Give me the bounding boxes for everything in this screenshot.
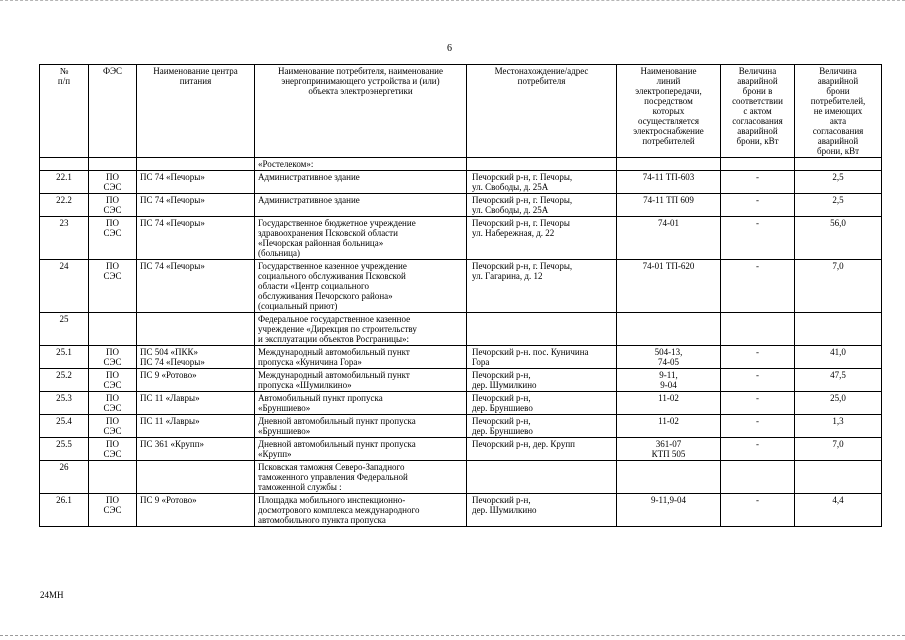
table-row bbox=[40, 194, 882, 217]
cell-reserve-with-act: - bbox=[721, 494, 795, 527]
cell-reserve-with-act: - bbox=[721, 415, 795, 438]
cell-num: 25.4 bbox=[40, 415, 89, 438]
cell-num: 26.1 bbox=[40, 494, 89, 527]
cell-power-lines bbox=[617, 158, 721, 171]
cell-reserve-with-act: - bbox=[721, 392, 795, 415]
cell-address: Печорский р-н, г. Печоры ул. Набережная, д. 22 bbox=[467, 217, 617, 260]
cell-power-center: ПС 9 «Ротово» bbox=[137, 369, 255, 392]
cell-power-center: ПС 361 «Крупп» bbox=[137, 438, 255, 461]
cell-num: 25.1 bbox=[40, 346, 89, 369]
cell-fes bbox=[89, 158, 137, 171]
cell-power-center: ПС 74 «Печоры» bbox=[137, 217, 255, 260]
cell-fes bbox=[89, 461, 137, 494]
header-fes: ФЭС bbox=[89, 65, 137, 158]
table-header-row bbox=[40, 65, 882, 158]
cell-power-lines bbox=[617, 461, 721, 494]
cell-num: 26 bbox=[40, 461, 89, 494]
cell-fes: ПО СЭС bbox=[89, 494, 137, 527]
header-num: № п/п bbox=[40, 65, 89, 158]
table-row bbox=[40, 392, 882, 415]
cell-consumer-name: Автомобильный пункт пропуска «Бруншиево» bbox=[255, 392, 467, 415]
cell-power-center: ПС 11 «Лавры» bbox=[137, 392, 255, 415]
cell-num: 25.5 bbox=[40, 438, 89, 461]
cell-reserve-without-act: 41,0 bbox=[795, 346, 882, 369]
scan-edge-bottom bbox=[0, 635, 905, 638]
cell-power-lines: 361-07 КТП 505 bbox=[617, 438, 721, 461]
cell-power-center: ПС 11 «Лавры» bbox=[137, 415, 255, 438]
cell-address: Печорский р-н, дер. Крупп bbox=[467, 438, 617, 461]
table-row bbox=[40, 346, 882, 369]
cell-consumer-name: Международный автомобильный пункт пропуска «Шумилкино» bbox=[255, 369, 467, 392]
cell-power-lines: 11-02 bbox=[617, 415, 721, 438]
table-row bbox=[40, 158, 882, 171]
cell-power-center: ПС 74 «Печоры» bbox=[137, 171, 255, 194]
cell-reserve-with-act: - bbox=[721, 438, 795, 461]
header-consumer-name: Наименование потребителя, наименование энергопринимающего устройства и (или) объекта электроэнергетики bbox=[255, 65, 467, 158]
footer-code: 24МН bbox=[40, 590, 64, 600]
cell-power-lines bbox=[617, 313, 721, 346]
cell-power-center: ПС 504 «ПКК» ПС 74 «Печоры» bbox=[137, 346, 255, 369]
cell-num: 24 bbox=[40, 260, 89, 313]
cell-num: 22.1 bbox=[40, 171, 89, 194]
cell-fes: ПО СЭС bbox=[89, 346, 137, 369]
cell-reserve-without-act: 56,0 bbox=[795, 217, 882, 260]
cell-power-lines: 74-11 ТП 609 bbox=[617, 194, 721, 217]
cell-reserve-without-act: 2,5 bbox=[795, 171, 882, 194]
table-row bbox=[40, 171, 882, 194]
table-row bbox=[40, 217, 882, 260]
cell-consumer-name: Международный автомобильный пункт пропуска «Куничина Гора» bbox=[255, 346, 467, 369]
cell-address bbox=[467, 461, 617, 494]
cell-fes: ПО СЭС bbox=[89, 438, 137, 461]
cell-reserve-with-act bbox=[721, 158, 795, 171]
header-reserve-without-act: Величина аварийной брони потребителей, не имеющих акта согласования аварийной брони, кВт bbox=[795, 65, 882, 158]
cell-address: Печорский р-н. пос. Куничина Гора bbox=[467, 346, 617, 369]
cell-reserve-with-act: - bbox=[721, 171, 795, 194]
emergency-reserve-table bbox=[39, 64, 882, 527]
cell-num bbox=[40, 158, 89, 171]
cell-address: Печорский р-н, дер. Шумилкино bbox=[467, 369, 617, 392]
cell-address: Печорский р-н, г. Печоры, ул. Гагарина, д. 12 bbox=[467, 260, 617, 313]
cell-consumer-name: Площадка мобильного инспекционно- досмотрового комплекса международного автомобильного пункта пропуска bbox=[255, 494, 467, 527]
cell-power-center bbox=[137, 461, 255, 494]
header-reserve-with-act: Величина аварийной брони в соответствии с актом согласования аварийной брони, кВт bbox=[721, 65, 795, 158]
cell-power-center bbox=[137, 158, 255, 171]
cell-reserve-without-act bbox=[795, 158, 882, 171]
cell-consumer-name: Государственное казенное учреждение социального обслуживания Псковской области «Центр социального обслуживания Печорского района» (социальный приют) bbox=[255, 260, 467, 313]
cell-fes: ПО СЭС bbox=[89, 217, 137, 260]
table-row bbox=[40, 438, 882, 461]
cell-reserve-without-act bbox=[795, 313, 882, 346]
cell-fes: ПО СЭС bbox=[89, 392, 137, 415]
cell-address bbox=[467, 313, 617, 346]
cell-address: Печорский р-н, г. Печоры, ул. Свободы, д. 25А bbox=[467, 194, 617, 217]
cell-num: 25.2 bbox=[40, 369, 89, 392]
cell-fes: ПО СЭС bbox=[89, 415, 137, 438]
cell-num: 25.3 bbox=[40, 392, 89, 415]
cell-power-lines: 504-13, 74-05 bbox=[617, 346, 721, 369]
cell-reserve-with-act bbox=[721, 313, 795, 346]
cell-consumer-name: Дневной автомобильный пункт пропуска «Бруншиево» bbox=[255, 415, 467, 438]
cell-power-center: ПС 74 «Печоры» bbox=[137, 260, 255, 313]
cell-reserve-with-act: - bbox=[721, 260, 795, 313]
cell-reserve-without-act: 1,3 bbox=[795, 415, 882, 438]
cell-consumer-name: Государственное бюджетное учреждение здравоохранения Псковской области «Печорская районная больница» (больница) bbox=[255, 217, 467, 260]
cell-fes: ПО СЭС bbox=[89, 369, 137, 392]
cell-consumer-name: Административное здание bbox=[255, 194, 467, 217]
cell-reserve-with-act: - bbox=[721, 194, 795, 217]
cell-consumer-name: Дневной автомобильный пункт пропуска «Крупп» bbox=[255, 438, 467, 461]
cell-power-center bbox=[137, 313, 255, 346]
cell-reserve-with-act: - bbox=[721, 369, 795, 392]
cell-address: Печорский р-н, дер. Шумилкино bbox=[467, 494, 617, 527]
cell-reserve-without-act: 7,0 bbox=[795, 438, 882, 461]
cell-power-lines: 74-11 ТП-603 bbox=[617, 171, 721, 194]
cell-reserve-with-act: - bbox=[721, 217, 795, 260]
cell-consumer-name: Федеральное государственное казенное учреждение «Дирекция по строительству и эксплуатации объектов Росграницы»: bbox=[255, 313, 467, 346]
cell-fes: ПО СЭС bbox=[89, 260, 137, 313]
table-row bbox=[40, 494, 882, 527]
cell-power-lines: 74-01 bbox=[617, 217, 721, 260]
cell-power-center: ПС 9 «Ротово» bbox=[137, 494, 255, 527]
scan-edge-top bbox=[0, 0, 905, 3]
cell-consumer-name: Административное здание bbox=[255, 171, 467, 194]
cell-consumer-name: «Ростелеком»: bbox=[255, 158, 467, 171]
cell-reserve-without-act: 25,0 bbox=[795, 392, 882, 415]
cell-power-lines: 9-11, 9-04 bbox=[617, 369, 721, 392]
cell-consumer-name: Псковская таможня Северо-Западного таможенного управления Федеральной таможенной службы : bbox=[255, 461, 467, 494]
table-row bbox=[40, 313, 882, 346]
table-row bbox=[40, 369, 882, 392]
header-power-lines: Наименование линий электропередачи, посредством которых осуществляется электроснабжение потребителей bbox=[617, 65, 721, 158]
table-row bbox=[40, 415, 882, 438]
cell-power-center: ПС 74 «Печоры» bbox=[137, 194, 255, 217]
cell-address: Печорский р-н, дер. Бруншиево bbox=[467, 392, 617, 415]
cell-reserve-with-act bbox=[721, 461, 795, 494]
cell-address bbox=[467, 158, 617, 171]
cell-reserve-with-act: - bbox=[721, 346, 795, 369]
cell-reserve-without-act: 7,0 bbox=[795, 260, 882, 313]
cell-reserve-without-act: 2,5 bbox=[795, 194, 882, 217]
page-number: 6 bbox=[447, 43, 452, 54]
cell-power-lines: 11-02 bbox=[617, 392, 721, 415]
cell-reserve-without-act bbox=[795, 461, 882, 494]
cell-fes: ПО СЭС bbox=[89, 171, 137, 194]
table-row bbox=[40, 260, 882, 313]
cell-power-lines: 74-01 ТП-620 bbox=[617, 260, 721, 313]
header-address: Местонахождение/адрес потребителя bbox=[467, 65, 617, 158]
cell-num: 22.2 bbox=[40, 194, 89, 217]
cell-num: 23 bbox=[40, 217, 89, 260]
cell-fes bbox=[89, 313, 137, 346]
cell-address: Печорский р-н, дер. Бруншиево bbox=[467, 415, 617, 438]
cell-num: 25 bbox=[40, 313, 89, 346]
cell-reserve-without-act: 47,5 bbox=[795, 369, 882, 392]
table-row bbox=[40, 461, 882, 494]
cell-power-lines: 9-11,9-04 bbox=[617, 494, 721, 527]
header-power-center: Наименование центра питания bbox=[137, 65, 255, 158]
cell-reserve-without-act: 4,4 bbox=[795, 494, 882, 527]
cell-address: Печорский р-н, г. Печоры, ул. Свободы, д. 25А bbox=[467, 171, 617, 194]
cell-fes: ПО СЭС bbox=[89, 194, 137, 217]
